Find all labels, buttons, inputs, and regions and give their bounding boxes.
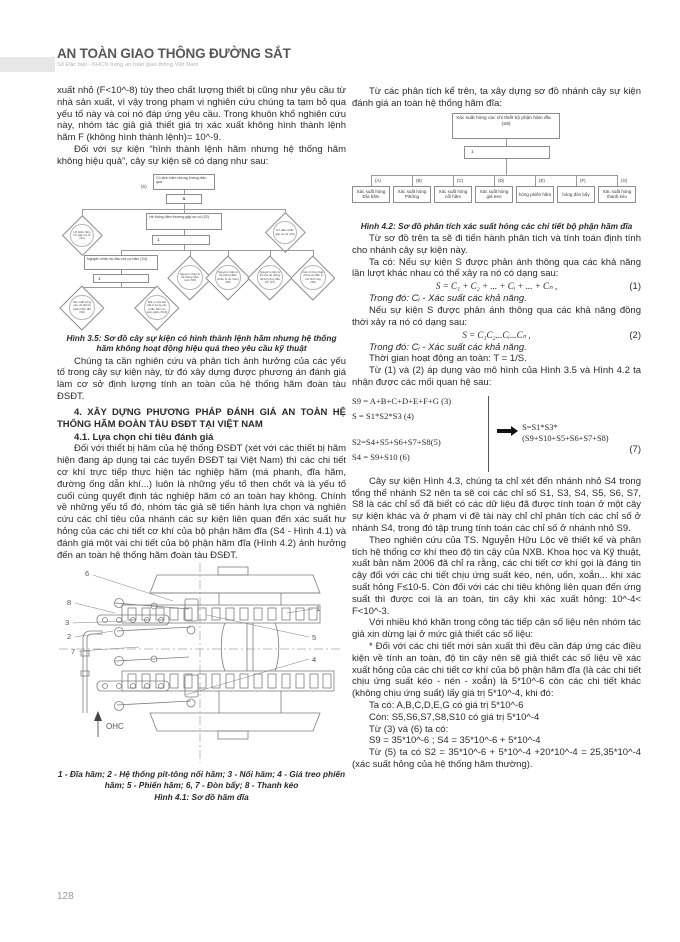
column-right: [352, 86, 641, 771]
equation-7-number: (7): [629, 443, 641, 455]
journal-title: AN TOÀN GIAO THÔNG ĐƯỜNG SẮT: [57, 46, 291, 61]
part-label-4: 4: [312, 655, 317, 665]
tree-node-s3: HT Hãm khẩn gặp sự cố (S3): [265, 213, 305, 253]
tree-node-s7: Nguyên nhân từ lỗi của hệ thống đường ống dẫn khí (S7): [248, 256, 292, 300]
figure-4-1-title: Hình 4.1: Sơ đồ hãm đĩa: [154, 792, 249, 803]
part-label-6: 6: [85, 569, 90, 579]
leaf-e: hỏng phiến hãm: [516, 186, 554, 203]
equation-system-3-7: [352, 394, 641, 472]
figure-3-5-fault-tree: [57, 172, 346, 330]
part-label-3: 3: [65, 618, 70, 628]
paragraph: Đối với sự kiện “hình thành lệnh hãm nhưng hệ thống hãm không hiệu quả”, cây sự kiện sẽ có dạng như sau:: [57, 143, 346, 167]
paragraph: * Đối với các chi tiết mới sản xuất thì đều cần đáp ứng các điều kiện về tính an toàn, độ tin cậy nên sẽ giả thiết các số liệu về xác xuất hỏng của các chi tiết cơ khí của bộ phận hãm đĩa (là các chi tiết chịu ứng suất kéo - nén - xoắn) là 5*10^-6 còn các chi tiết khác (không chịu ứng suất) lấy giá trị 5*10^-4, khi đó:: [352, 641, 641, 700]
leaf-g: Xác suất hỏng thanh kéo: [598, 186, 636, 203]
paragraph: Từ các phân tích kể trên, ta xây dựng sơ đồ nhánh cây sự kiện đánh giá an toàn hệ thống hãm đĩa:: [352, 86, 641, 109]
paragraph: Trong đó: Cᵢ - Xác suất các khả năng.: [369, 341, 527, 353]
tree-node-s4: Nguyên nhân do đầu nối cơ hãm (S4): [84, 255, 158, 270]
part-label-5: 5: [312, 633, 317, 643]
paragraph: xuất nhỏ (F<10^-8) tùy theo chất lượng thiết bị cũng như yêu cầu từ nhà sản xuất, vì vậy trong phạm vi nghiên cứu chúng ta tạm bỏ qua yếu tố này và coi nó đáp ứng yêu cầu. Trong khuôn khổ nghiên cứu này, nhóm tác giả giả thiết giá trị xác xuất không hình thành lệnh hãm F (không hình thành lệnh)= 10^-9.: [57, 85, 346, 144]
figure-4-2-caption: Hình 4.2: Sơ đồ phân tích xác suất hỏng các chi tiết bộ phận hãm đĩa: [360, 220, 633, 231]
section-heading-4-1: 4.1. Lựa chọn chỉ tiêu đánh giá: [74, 431, 214, 443]
paragraph: Nếu sự kiện S được phản ánh thông qua các khả năng đồng thời xảy ra nó có dạng sau:: [352, 305, 641, 328]
part-label-2: 2: [67, 632, 72, 642]
tree-node-s10: Rủi ro của liên kết ở trong các phần hãm an toàn giảm (S10): [135, 286, 179, 330]
leaf-f: hỏng đòn bẩy: [557, 186, 595, 203]
paragraph: Thời gian hoạt động an toàn: T = 1/S.: [369, 353, 527, 365]
figure-3-5-caption: Hình 3.5: Sơ đồ cây sự kiện có hình thành lệnh hãm nhưng hệ thống hãm không hoạt động hiệu quả theo yêu cầu kỹ thuật: [66, 332, 337, 354]
paragraph: Còn: S5,S6,S7,S8,S10 có giá trị 5*10^-4: [369, 711, 540, 723]
tree-node-s8: Các tổ hợp khác chưa xét đến ở mô hình này (S8): [291, 256, 335, 300]
column-left: [57, 85, 346, 805]
tree-node-s5: Nguyên nhân từ hệ thống hãm mòn (S5): [168, 256, 212, 300]
disc-brake-diagram: [57, 563, 346, 765]
and-gate: &: [166, 194, 202, 204]
figure-4-2-tree: Xác suất hỏng các chi thiết bộ phận hãm đĩa (S9) 1 (A) (B) (C) (D) (E) (F) (G) Xác suất hỏng Đĩa hãm Xác suất hỏng Pittông Xác suất hỏng nối hãm Xác suất hỏng giá treo hỏng phiến hãm hỏng đòn bẩy Xác suất hỏng thanh kéo: [352, 113, 641, 218]
paragraph: Theo nghiên cứu của TS. Nguyễn Hữu Lộc về thiết kế và phân tích hệ thống cơ khí theo độ tin cậy của NXB. Khoa học và Kỹ thuật, xuất bản năm 2006 đã chỉ ra rằng, các chi tiết cơ khí gọi là đáng tin cậy đối với các chi tiết chịu ứng suất kéo, nén, uốn, xoắn... khi xác suất hỏng F≤10-5. Còn đối với các chi tiêu không liên quan đến ứng suất thì được coi là an toàn, tin cậy khi xác xuất hỏng: 10^-4< F<10^-3.: [352, 534, 641, 617]
tree-node-s2: Hệ thống hãm thường gặp sự cố (S2): [146, 213, 222, 230]
tree-node-s1: HT Hãm điện trở gặp sự cố (S1): [62, 216, 102, 256]
paragraph: Từ (1) và (2) áp dụng vào mô hình của Hình 3.5 và Hình 4.2 ta nhận được các mối quan hệ sau:: [352, 365, 641, 389]
paragraph: Cây sự kiện Hình 4.3, chúng ta chỉ xét đến nhánh nhỏ S4 trong tổng thể nhánh S2 nên ta sẽ coi các chỉ số S1, S3, S4, S5, S6, S7, S8 là các chỉ số đã biết có các dữ liệu đã được tính toán ở một cây sự kiện khác và ở phạm vi đề tài này chỉ chỉ phân tích các chỉ số ở nhánh S4, trong đó tập trung tính toán các chỉ số ở nhánh nhỏ S9.: [352, 475, 641, 535]
part-label-8: 8: [67, 598, 72, 608]
paragraph: Ta có: A,B,C,D,E,G có giá trị 5*10^-6: [369, 700, 524, 711]
page-header: [57, 46, 477, 68]
figure-4-1-parts-caption: 1 - Đĩa hãm; 2 - Hệ thống pit-tông nối hãm; 3 - Nối hãm; 4 - Giá treo phiến hãm; 5 - Phiến hãm; 6, 7 - Đòn bẩy; 8 - Thanh kéo: [57, 769, 346, 790]
paragraph: Từ sơ đồ trên ta sẽ đi tiến hành phân tích và tính toán định tính cho nhánh cây sự kiện này.: [352, 233, 641, 256]
tree-root-s9: Xác suất hỏng các chi thiết bộ phận hãm đĩa (S9): [452, 113, 560, 139]
leaf-b: Xác suất hỏng Pittông: [393, 186, 431, 203]
paragraph: Trong đó: Cᵢ - Xác suất các khả năng.: [369, 293, 527, 305]
ohc-label: OHC: [106, 722, 124, 732]
leaf-d: Xác suất hỏng giá treo: [475, 186, 513, 203]
equation-stack: S9 = A+B+C+D+E+F+G (3) S = S1*S2*S3 (4) S2=S4+S5+S6+S7+S8(5) S4 = S9+S10 (6): [352, 395, 452, 462]
equation-1: S = C₁ + C₂ + ... + Cᵢ + ... + Cₙ , (1): [435, 281, 641, 293]
tree-label-s: (S): [141, 183, 147, 189]
paragraph: Đối với thiết bị hãm của hệ thống ĐSĐT (xét với các thiết bị hãm hiện đang áp dụng tại các tuyến ĐSĐT tại Việt Nam) thì các chi tiết cơ khí trực tiếp thực hiện tác nghiệp hãm (má phanh, đĩa hãm, đường ống dẫn khí...) luôn là những yếu tố then chốt và là yếu tố cuối cùng quyết định tác nghiệp hãm có an toàn hay không. Chính về những yếu tố đó, nhóm tác giả sẽ tiến hành lựa chọn và nghiên cứu các chỉ tiêu của nhánh các sự kiện liên quan đến xác suất hư hỏng của các chi tiết cơ khí của bộ phận hãm đĩa (S4 - Hình 4.1) và đánh giá một vài chi tiết của bộ phận hãm đĩa (Hình 4.2) ảnh hưởng đến an toàn hệ thống hãm đoàn tàu ĐSĐT.: [57, 443, 346, 561]
paragraph: Từ (3) và (6) ta có:: [369, 723, 449, 735]
paragraph: Chúng ta cần nghiên cứu và phân tích ảnh hưởng của các yếu tố trong cây sự kiện này, từ đó xây dựng được phương án đánh giá làm cơ sở định lượng tính an toàn của hệ thống hãm đoàn tàu ĐSĐT.: [57, 355, 346, 402]
equation-7: S=S1*S3*(S9+S10+S5+S6+S7+S8) (7): [522, 422, 641, 455]
section-heading-4: 4. XÂY DỰNG PHƯƠNG PHÁP ĐÁNH GIÁ AN TOÀN HỆ THỐNG HÃM ĐOÀN TÀU ĐSĐT TẠI VIỆT NAM: [57, 406, 346, 431]
equation-1-number: (1): [629, 281, 641, 293]
leaf-a: Xác suất hỏng Đĩa hãm: [352, 186, 390, 203]
page-edge-tab: [0, 57, 55, 72]
tree-node-top-event: Có lệnh hãm nhưng không hiệu quả: [153, 174, 215, 190]
or-gate-2: 1: [93, 274, 149, 283]
or-gate-1: 1: [152, 235, 210, 245]
paragraph: S9 = 35*10^-6 ; S4 = 35*10^-6 + 5*10^-4: [369, 735, 541, 747]
page-number: 128: [57, 891, 74, 902]
part-label-7: 7: [71, 647, 76, 657]
implies-arrow-icon: [497, 426, 518, 436]
paragraph: Từ (5) ta có S2 = 35*10^-6 + 5*10^-4 +20*10^-4 = 25,35*10^-4 (xác suất hỏng của hệ thống hãm thường).: [352, 747, 641, 770]
tree-node-s9: Xác suất hỏng các chi tiết bộ phận hãm đĩa (S9): [60, 286, 104, 330]
journal-subtitle: Số Đặc biệt - KHCN trong an toàn giao thông Việt Nam: [57, 62, 199, 68]
equation-2: S = C₁C₂...Cᵢ...Cₙ , (2): [462, 329, 641, 341]
part-label-1: 1: [316, 604, 321, 614]
leaf-c: Xác suất hỏng nối hãm: [434, 186, 472, 203]
paragraph: Ta có: Nếu sự kiện S được phản ánh thông qua các khả năng lần lượt khác nhau có thể xảy ra nó có dạng sau:: [352, 256, 641, 280]
figure-4-1-drawing: [57, 563, 346, 765]
brace: [484, 396, 489, 472]
tree-node-s6: Nguyên nhân từ hệ thống điều khiển bị hư hỏng (S6): [206, 256, 250, 300]
equation-2-number: (2): [629, 329, 641, 341]
or-gate: 1: [464, 146, 550, 159]
paragraph: Với nhiều khó khăn trong công tác tiếp cận số liệu nên nhóm tác giả xin dừng lại ở mức giả thiết các số liệu:: [352, 617, 641, 641]
